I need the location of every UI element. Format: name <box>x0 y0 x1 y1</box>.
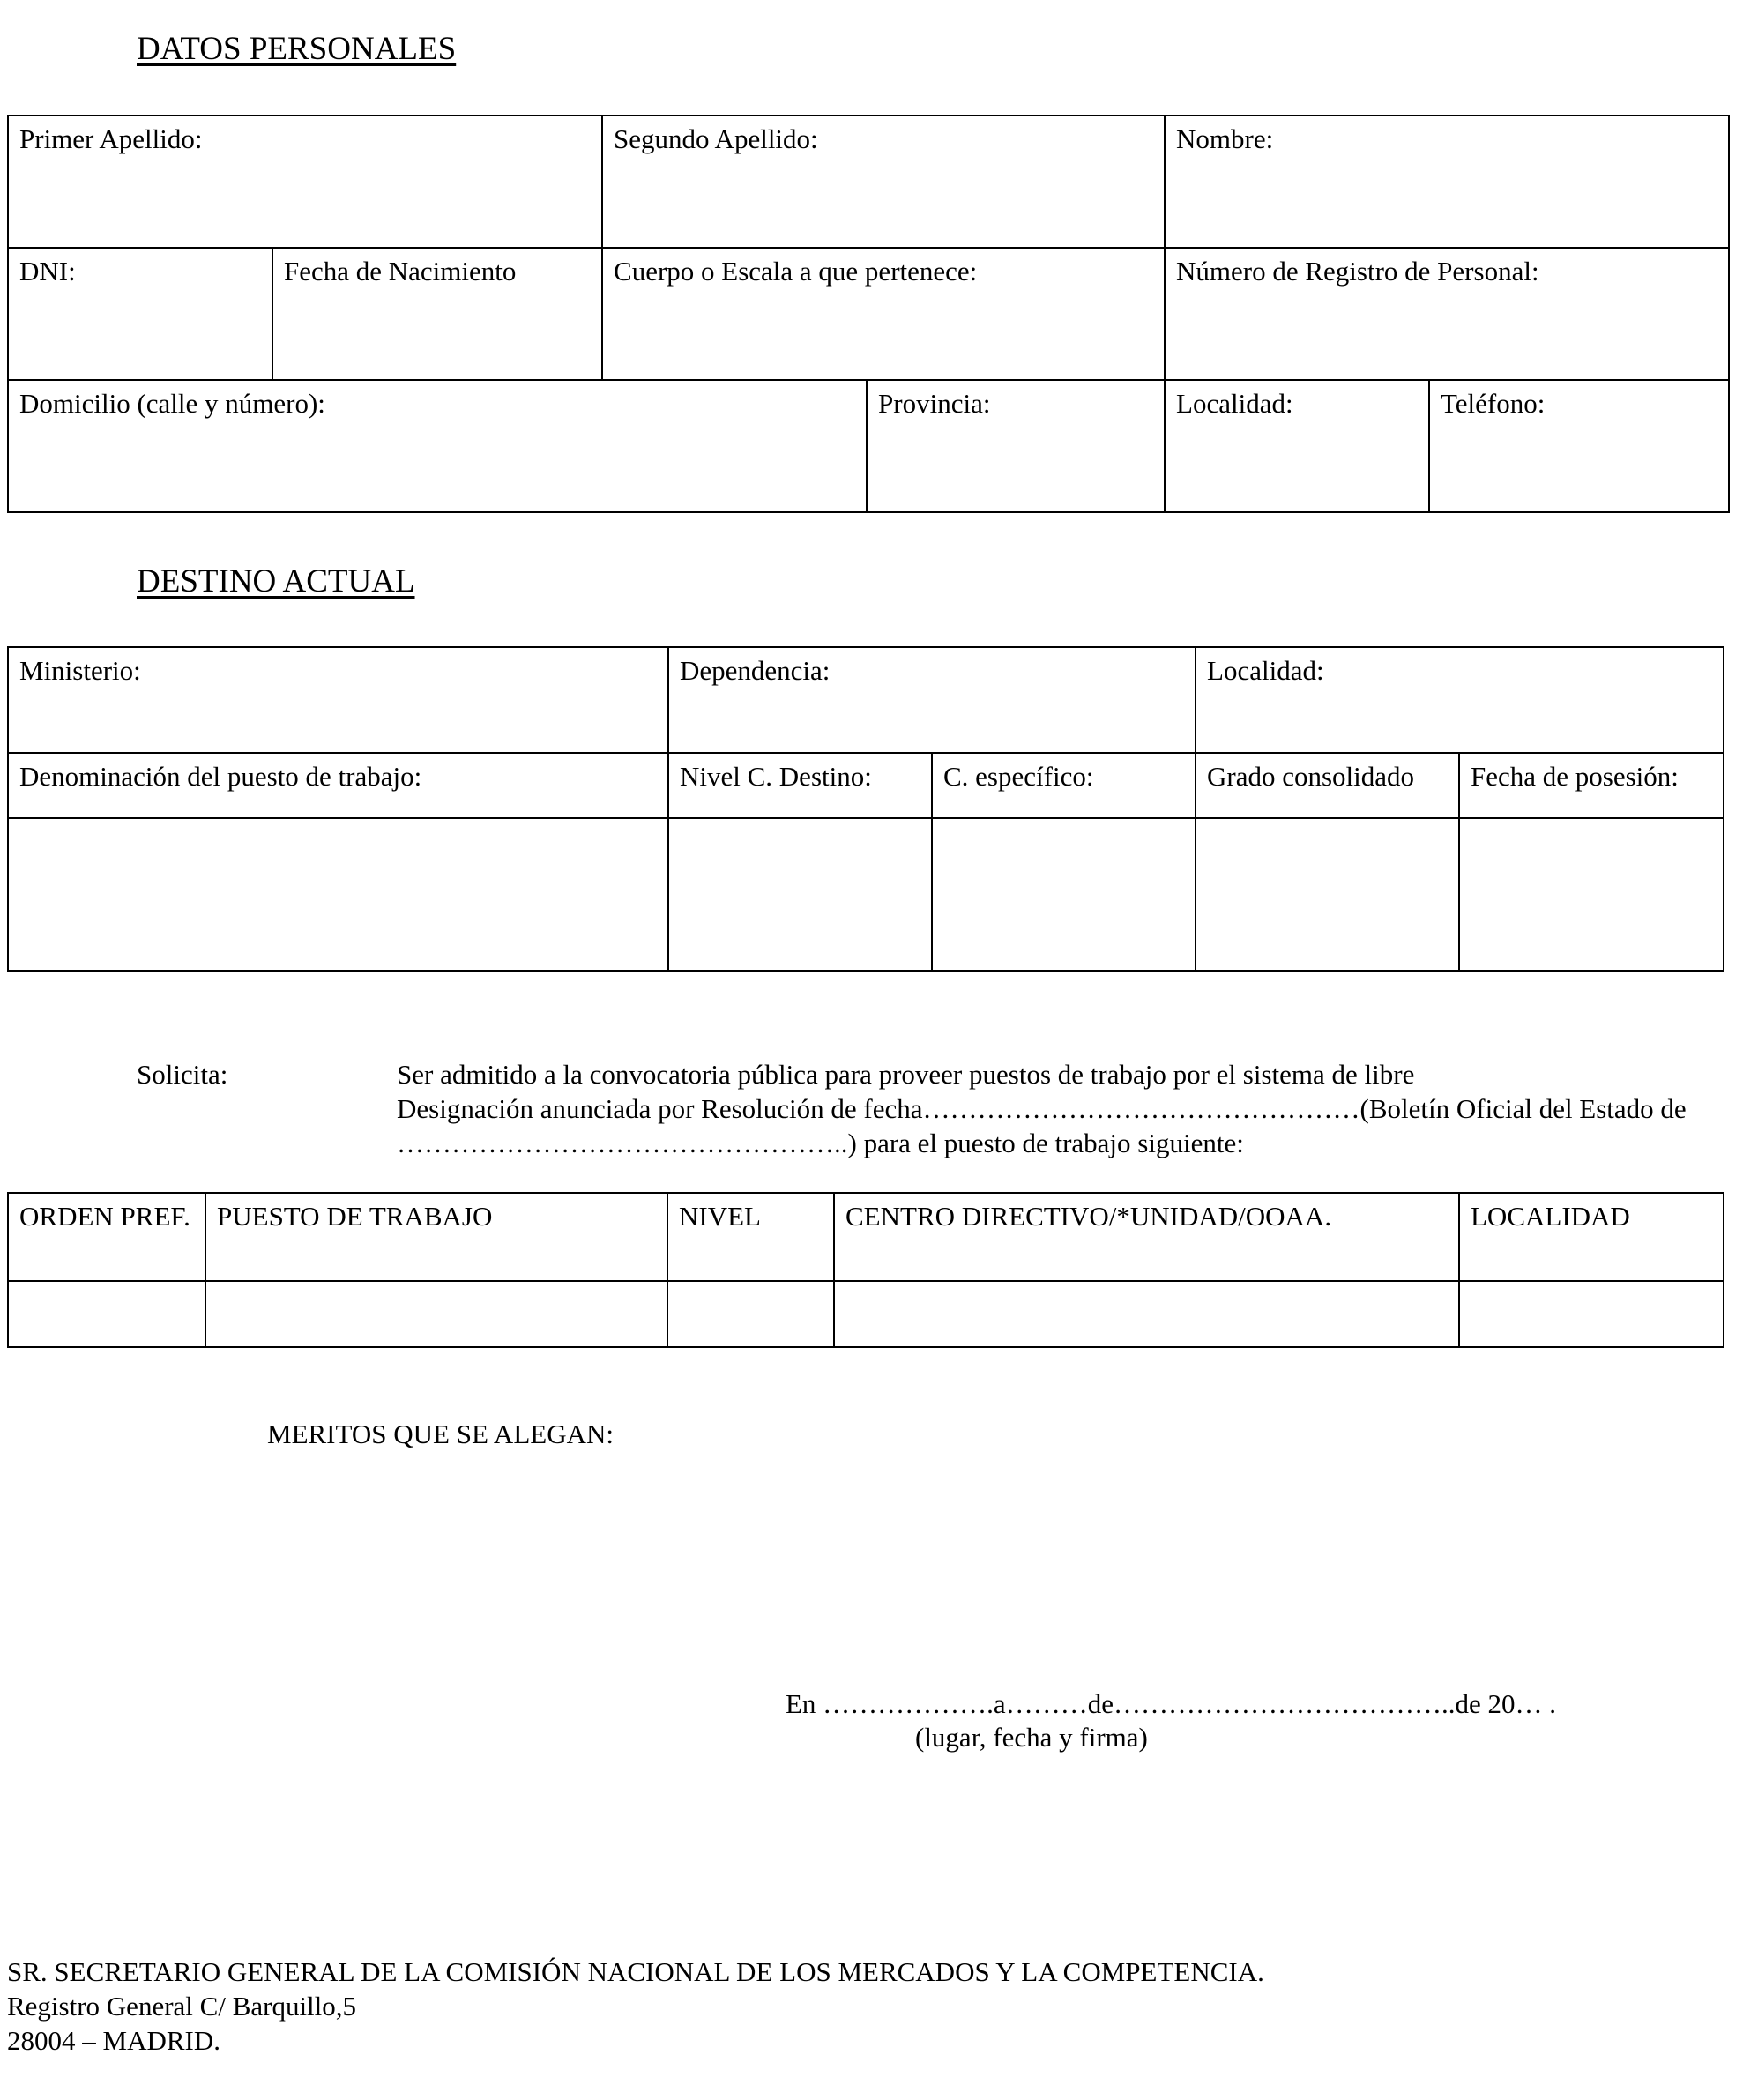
fecha-nacimiento-field[interactable] <box>272 248 602 380</box>
puesto-trabajo-header <box>205 1193 667 1281</box>
ministerio-field[interactable] <box>8 647 668 753</box>
dni-label: DNI: <box>19 256 76 287</box>
domicilio-field[interactable] <box>8 380 867 512</box>
destinatario-line1: SR. SECRETARIO GENERAL DE LA COMISIÓN NACIONAL DE LOS MERCADOS Y LA COMPETENCIA. <box>7 1956 1264 1987</box>
puesto-localidad-input[interactable] <box>1459 1281 1724 1347</box>
meritos-label: MERITOS QUE SE ALEGAN: <box>267 1419 614 1449</box>
segundo-apellido-label: Segundo Apellido: <box>614 123 818 154</box>
denominacion-puesto-label: Denominación del puesto de trabajo: <box>19 761 422 792</box>
domicilio-label: Domicilio (calle y número): <box>19 388 325 419</box>
primer-apellido-field[interactable] <box>8 115 602 248</box>
ministerio-label: Ministerio: <box>19 655 141 686</box>
solicita-text-line2: Designación anunciada por Resolución de fecha…………………………………………(Boletín Oficial del Estado de <box>397 1093 1687 1124</box>
numero-registro-label: Número de Registro de Personal: <box>1176 256 1539 287</box>
datos-personales-table <box>7 115 1730 513</box>
cuerpo-escala-label: Cuerpo o Escala a que pertenece: <box>614 256 978 287</box>
grado-consolidado-label: Grado consolidado <box>1207 761 1415 792</box>
dni-field[interactable] <box>8 248 272 380</box>
provincia-label: Provincia: <box>878 388 991 419</box>
firma-line: En ……………….a………de………………………………..de 20… . <box>786 1688 1556 1719</box>
datos-personales-heading: DATOS PERSONALES <box>137 31 457 67</box>
nombre-label: Nombre: <box>1176 123 1274 154</box>
denominacion-puesto-input[interactable] <box>8 818 668 971</box>
fecha-nacimiento-label: Fecha de Nacimiento <box>284 256 517 287</box>
orden-pref-header <box>8 1193 205 1281</box>
fecha-posesion-label: Fecha de posesión: <box>1471 761 1679 792</box>
nivel-label: NIVEL <box>679 1201 761 1232</box>
nivel-input[interactable] <box>667 1281 834 1347</box>
c-especifico-header <box>932 753 1196 818</box>
dependencia-label: Dependencia: <box>680 655 831 686</box>
centro-directivo-header <box>834 1193 1459 1281</box>
destinatario-line3: 28004 – MADRID. <box>7 2025 220 2056</box>
destinatario-line2: Registro General C/ Barquillo,5 <box>7 1991 357 2022</box>
telefono-label: Teléfono: <box>1441 388 1546 419</box>
centro-directivo-label: CENTRO DIRECTIVO/*UNIDAD/OOAA. <box>845 1201 1332 1232</box>
denominacion-puesto-header <box>8 753 668 818</box>
grado-consolidado-header <box>1196 753 1459 818</box>
solicita-label: Solicita: <box>137 1059 228 1090</box>
localidad-label: Localidad: <box>1176 388 1293 419</box>
solicita-text-line3: …………………………………………..) para el puesto de trabajo siguiente: <box>397 1128 1244 1158</box>
orden-pref-label: ORDEN PREF. <box>19 1201 190 1232</box>
dependencia-field[interactable] <box>668 647 1196 753</box>
provincia-field[interactable] <box>867 380 1165 512</box>
telefono-field[interactable] <box>1429 380 1729 512</box>
primer-apellido-label: Primer Apellido: <box>19 123 203 154</box>
firma-caption: (lugar, fecha y firma) <box>915 1722 1148 1753</box>
puesto-localidad-label: LOCALIDAD <box>1471 1201 1630 1232</box>
nombre-field[interactable] <box>1165 115 1729 248</box>
localidad-field[interactable] <box>1165 380 1429 512</box>
grado-consolidado-input[interactable] <box>1196 818 1459 971</box>
c-especifico-input[interactable] <box>932 818 1196 971</box>
destino-localidad-label: Localidad: <box>1207 655 1324 686</box>
cuerpo-escala-field[interactable] <box>602 248 1165 380</box>
solicita-text-line1: Ser admitido a la convocatoria pública para proveer puestos de trabajo por el sistema de libre <box>397 1059 1415 1090</box>
puestos-table <box>7 1192 1724 1348</box>
puesto-trabajo-input[interactable] <box>205 1281 667 1347</box>
nivel-header <box>667 1193 834 1281</box>
segundo-apellido-field[interactable] <box>602 115 1165 248</box>
destino-actual-heading: DESTINO ACTUAL <box>137 563 415 599</box>
destino-actual-table <box>7 646 1724 972</box>
c-especifico-label: C. específico: <box>943 761 1094 792</box>
localidad-header <box>1459 1193 1724 1281</box>
nivel-c-destino-header <box>668 753 932 818</box>
numero-registro-field[interactable] <box>1165 248 1729 380</box>
fecha-posesion-input[interactable] <box>1459 818 1724 971</box>
orden-pref-input[interactable] <box>8 1281 205 1347</box>
puesto-trabajo-label: PUESTO DE TRABAJO <box>217 1201 493 1232</box>
destino-localidad-field[interactable] <box>1196 647 1724 753</box>
nivel-c-destino-input[interactable] <box>668 818 932 971</box>
fecha-posesion-header <box>1459 753 1724 818</box>
nivel-c-destino-label: Nivel C. Destino: <box>680 761 872 792</box>
centro-directivo-input[interactable] <box>834 1281 1459 1347</box>
